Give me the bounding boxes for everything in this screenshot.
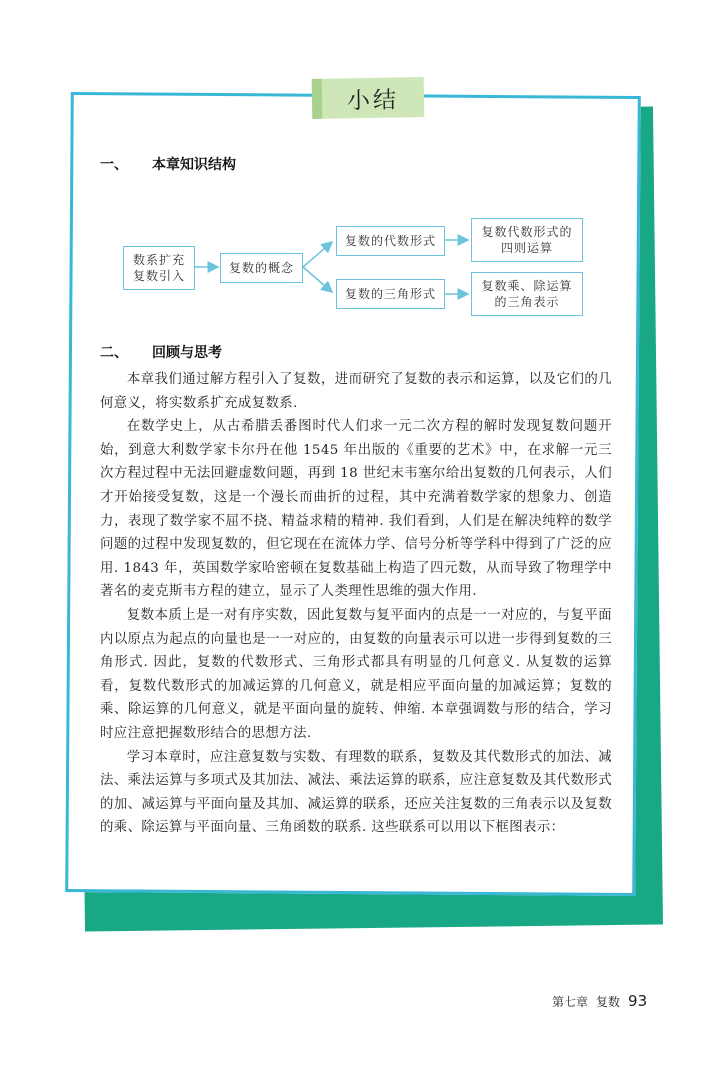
- page-footer: [552, 992, 647, 1010]
- arrow-concept-to-trig: [303, 267, 332, 292]
- section-number: 二、: [100, 345, 128, 361]
- diagram-box-trig-ops: 复数乘、除运算 的三角表示: [471, 272, 583, 316]
- paragraph: 在数学史上，从古希腊丢番图时代人们求一元二次方程的解时发现复数问题开始，到意大利数学家卡尔丹在他 1545 年出版的《重要的艺术》中，在求解一元三次方程过程中无法回避虚数问题，再到 18 世纪末韦塞尔给出复数的几何表示，人们才开始接受复数，这是一个漫长而曲折的过程，其中充满着数学家的想象力、创造力，表现了数学家不屈不挠、精益求精的精神. 我们看到，人们是在解决纯粹的数学问题的过程中发现复数的，但它现在在流体力学、信号分析等学科中得到了广泛的应用. 1843 年，英国数学家哈密顿在复数基础上构造了四元数，从而导致了物理学中著名的麦克斯韦方程的建立，显示了人类理性思维的强大作用.: [100, 419, 612, 600]
- paragraph: 学习本章时，应注意复数与实数、有理数的联系，复数及其代数形式的加法、减法、乘法运算与多项式及其加法、减法、乘法运算的联系，应注意复数及其代数形式的加、减运算与平面向量及其加、减运算的联系，还应关注复数的三角表示以及复数的乘、除运算与平面向量、三角函数的联系. 这些联系可以用以下框图表示：: [100, 749, 612, 836]
- section-heading-review: [100, 342, 620, 362]
- body-text: [100, 368, 612, 840]
- section-title: 本章知识结构: [152, 157, 236, 173]
- section-number: 一、: [100, 157, 128, 173]
- page-number: 93: [628, 992, 648, 1010]
- footer-chapter: 第七章: [552, 995, 589, 1009]
- diagram-box-concept: 复数的概念: [220, 253, 303, 283]
- diagram-box-start: 数系扩充 复数引入: [123, 246, 195, 290]
- diagram-box-algebraic-ops: 复数代数形式的 四则运算: [471, 218, 583, 262]
- section-title: 回顾与思考: [152, 345, 222, 361]
- arrow-concept-to-algebraic: [303, 242, 332, 267]
- diagram-box-algebraic: 复数的代数形式: [336, 226, 445, 256]
- paragraph: 本章我们通过解方程引入了复数，进而研究了复数的表示和运算，以及它们的几何意义，将实数系扩充成复数系.: [100, 372, 612, 411]
- section-heading-structure: [100, 154, 620, 174]
- summary-content: [100, 140, 620, 840]
- knowledge-structure-diagram: [100, 190, 620, 310]
- diagram-box-trig: 复数的三角形式: [336, 279, 445, 309]
- paragraph: 复数本质上是一对有序实数，因此复数与复平面内的点是一一对应的，与复平面内以原点为起点的向量也是一一对应的，由复数的向量表示可以进一步得到复数的三角形式. 因此，复数的代数形式、三角形式都具有明显的几何意义. 从复数的运算看，复数代数形式的加减运算的几何意义，就是相应平面向量的加减运算；复数的乘、除运算的几何意义，就是平面向量的旋转、伸缩. 本章强调数与形的结合，学习时应注意把握数形结合的思想方法.: [100, 607, 612, 741]
- footer-chapter-title: 复数: [596, 995, 621, 1009]
- page-title: 小结: [312, 77, 425, 119]
